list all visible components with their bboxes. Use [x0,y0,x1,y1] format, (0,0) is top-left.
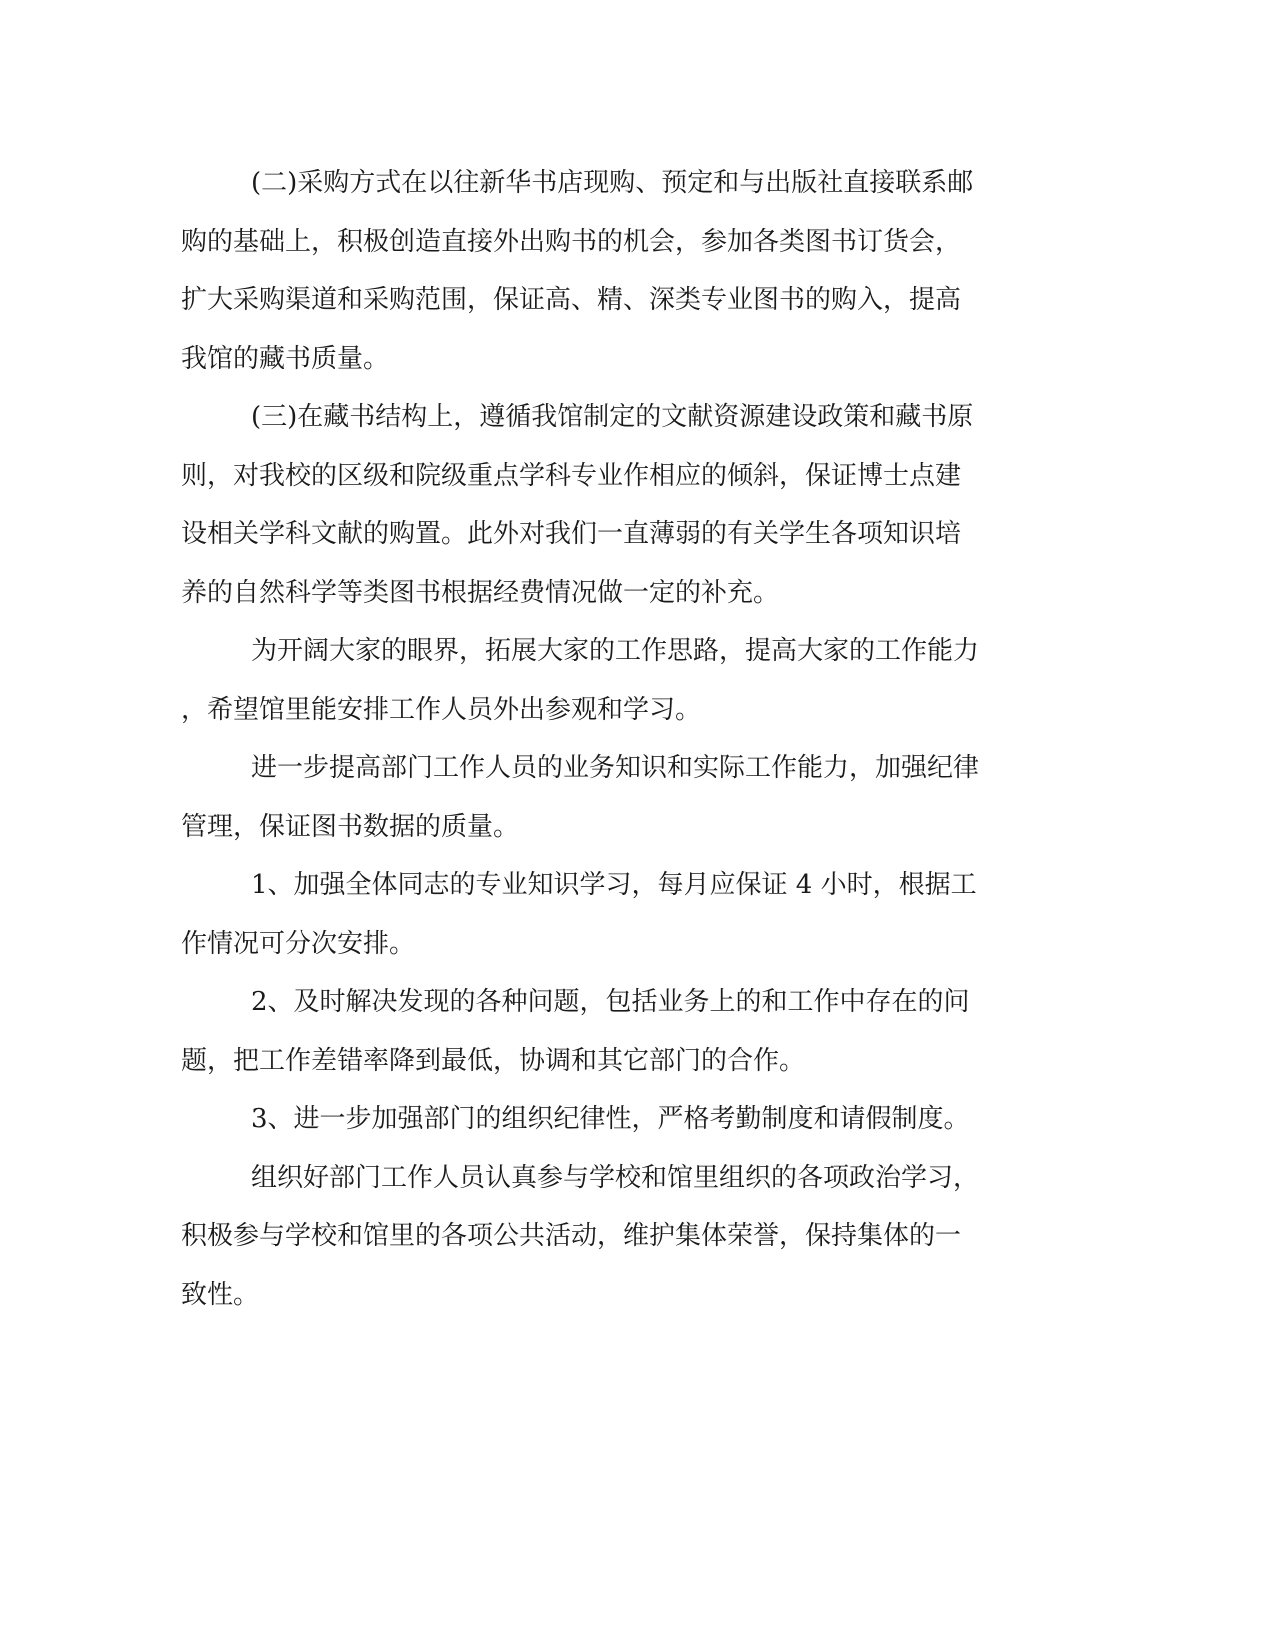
text-line: 扩大采购渠道和采购范围，保证高、精、深类专业图书的购入，提高 [181,285,962,315]
text-line: 管理，保证图书数据的质量。 [181,812,520,842]
text-line: 购的基础上，积极创造直接外出购书的机会，参加各类图书订货会， [181,227,962,257]
text-line: (二)采购方式在以往新华书店现购、预定和与出版社直接联系邮 [251,168,974,198]
text-line: 2、及时解决发现的各种问题，包括业务上的和工作中存在的问 [251,987,970,1017]
text-line: 3、进一步加强部门的组织纪律性，严格考勤制度和请假制度。 [251,1104,970,1134]
text-line: 为开阔大家的眼界，拓展大家的工作思路，提高大家的工作能力 [251,636,980,666]
text-line: 题，把工作差错率降到最低，协调和其它部门的合作。 [181,1046,806,1076]
text-line: ，希望馆里能安排工作人员外出参观和学习。 [181,695,702,725]
text-line: 致性。 [181,1280,260,1310]
text-line: 养的自然科学等类图书根据经费情况做一定的补充。 [181,578,780,608]
text-line: 进一步提高部门工作人员的业务知识和实际工作能力，加强纪律 [251,753,980,783]
text-line: 则，对我校的区级和院级重点学科专业作相应的倾斜，保证博士点建 [181,461,962,491]
text-line: 我馆的藏书质量。 [181,344,390,374]
text-line: (三)在藏书结构上，遵循我馆制定的文献资源建设政策和藏书原 [251,402,974,432]
text-line: 组织好部门工作人员认真参与学校和馆里组织的各项政治学习， [251,1163,980,1193]
text-line: 设相关学科文献的购置。此外对我们一直薄弱的有关学生各项知识培 [181,519,962,549]
text-line: 1、加强全体同志的专业知识学习，每月应保证 4 小时，根据工 [251,870,977,900]
text-line: 积极参与学校和馆里的各项公共活动，维护集体荣誉，保持集体的一 [181,1221,962,1251]
text-line: 作情况可分次安排。 [181,929,416,959]
